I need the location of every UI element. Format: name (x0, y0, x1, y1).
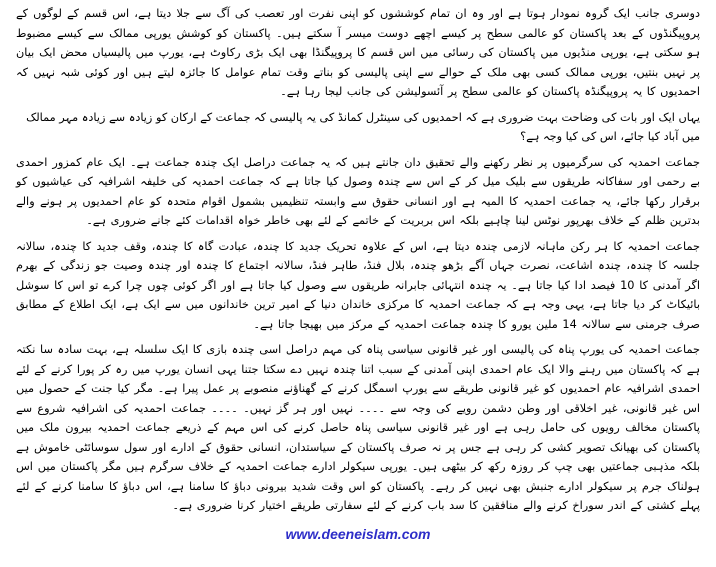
paragraph-europe-asylum-policy: جماعت احمدیہ کی یورپ پناہ کی پالیسی اور غیر قانونی سیاسی پناہ کی مہم دراصل اسی چندہ بازی کا ایک سلسلہ ہے، بہت سادہ سا نکتہ ہے کہ پاکستان میں رہنے والا ایک عام احمدی اپنی آمدنی کے سبب اتنا چندہ نہیں دے سکتا جتنا یہی انسان یورپ میں رہ کر پورا کرنے کے لئے احمدی اشرافیہ عام احمدیوں کو غیر قانونی طریقے سے یورپ اسمگل کرنے کے گھناؤنے منصوبے پر عمل پیرا ہے۔ مگر کیا جنت کے حصول میں اس غیر قانونی، غیر اخلاقی اور وطن دشمن رویے کی وجہ سے ۔۔۔۔ نہیں اور ہر گز نہیں۔ ۔۔۔۔ جماعت احمدیہ کی اشرافیہ شروع سے پاکستان مخالف رویوں کی حامل رہی ہے اور غیر قانونی سیاسی پناہ حاصل کرنے کی اس مہم کے ذریعے جماعت احمدیہ بیرون ملک میں پاکستان کی بھیانک تصویر کشی کر رہی ہے جس پر نہ صرف پاکستان کے سیاستدان، انسانی حقوق کے ادارے اور سول سوسائٹی خاموش ہے بلکہ مذہبی جماعتیں بھی چپ کر روزہ رکھ کر بیٹھی ہیں۔ یورپی سیکولر ادارے جماعت احمدیہ کے خلاف سرگرم ہیں مگر پاکستان میں اس ہولناک جرم پر سیکولر ادارے جنبش بھی نہیں کر رہے۔ پاکستان کو اس وقت شدید بیرونی دباؤ کا سامنا ہے، اس دباؤ کا سامنا کرنے کے لئے پہلے کشتی کے اندر سوراخ کرنے والے منافقین کا سد باب کرنے کے لئے سفارتی طریقے اختیار کرنا ضروری ہے۔ (16, 343, 700, 512)
paragraph-central-command-question: یہاں ایک اور بات کی وضاحت بہت ضروری ہے کہ احمدیوں کی سینٹرل کمانڈ کی یہ پالیسی کہ جماعت کے ارکان کو زیادہ سے زیادہ مہر ممالک میں آباد کیا جائے، اس کی کیا وجہ ہے؟ (26, 110, 700, 143)
website-url[interactable]: www.deeneislam.com (285, 526, 431, 542)
paragraph-donation-types: جماعت احمدیہ کا ہر رکن ماہانہ لازمی چندہ دیتا ہے، اس کے علاوہ تحریک جدید کا چندہ، عبادت گاہ کا چندہ، وقف جدید کا چندہ، سالانہ جلسہ کا چندہ، چندہ اشاعت، نصرت جہاں آگے بڑھو چندہ، بلال فنڈ، طاہر فنڈ، سالانہ اجتماع کا چندہ اور چندہ وصیت جو زندگی کے بھرم اگر آمدنی کا 10 فیصد ادا کیا جاتا ہے۔ یہ چندہ انتہائی جابرانہ طریقوں سے وصول کیا جاتا ہے اور اگر کوئی چوں چرا کرے تو اس کا سوشل بائیکاٹ کر دیا جاتا ہے، یہی وجہ ہے کہ جماعت احمدیہ کا مرکزی خاندان دنیا کے امیر ترین خاندانوں میں سے ایک ہے، ایک اطلاع کے مطابق صرف جرمنی سے سالانہ 14 ملین یورو کا چندہ جماعت احمدیہ کے مرکز میں بھیجا جاتا ہے۔ (16, 239, 700, 331)
paragraph-donation-party: جماعت احمدیہ کی سرگرمیوں پر نظر رکھنے والے تحقیق دان جانتے ہیں کہ یہ جماعت دراصل ایک چندہ جماعت ہے۔ ایک عام کمزور احمدی بے رحمی اور سفاکانہ طریقوں سے بلیک میل کر کے اس سے چندہ وصول کیا جاتا ہے کہ جماعت احمدیہ کی خلیفہ اشرافیہ کی عیاشیوں کو برقرار رکھا جائے، یہ جماعت احمدیہ کا المیہ ہے اور انسانی حقوق سے وابستہ تنظیمیں بشمول اقوام متحدہ کو عام احمدیوں پر ہونے والے بدترین ظلم کے خلاف بھرپور نوٹس لینا چاہیے بلکہ اس بربریت کے خاتمے کے لئے بھی خاطر خواہ اقدامات کئے جانے ضروری ہے۔ (16, 155, 700, 227)
paragraph-propaganda-impact: دوسری جانب ایک گروہ نمودار ہوتا ہے اور وہ ان تمام کوششوں کو اپنی نفرت اور تعصب کی آگ سے جلا دیتا ہے، اس قسم کے لوگوں کے پروپیگنڈوں کے بعد پاکستان کو عالمی سطح پر کیسے اچھے دوست میسر آ سکتے ہیں۔ پاکستان کو کوشش یورپی ممالک سے کیسے مضبوط ہو سکتی ہے، یورپی منڈیوں میں پاکستان کی رسائی میں اس قسم کا پروپیگنڈا بھی ایک بڑی رکاوٹ ہے، یورپ میں پالیسیاں محض ایک بیان پر نہیں بنتیں، یورپی ممالک کسی بھی ملک کے حوالے سے اپنی پالیسی کو بناتے وقت تمام عوامل کا جائزہ لیتے ہیں اور کوئی شبہ نہیں کہ احمدیوں کا یہ پروپیگنڈہ پاکستان کو عالمی سطح پر آئسولیشن کی جانب لیجا رہا ہے۔ (16, 7, 700, 98)
